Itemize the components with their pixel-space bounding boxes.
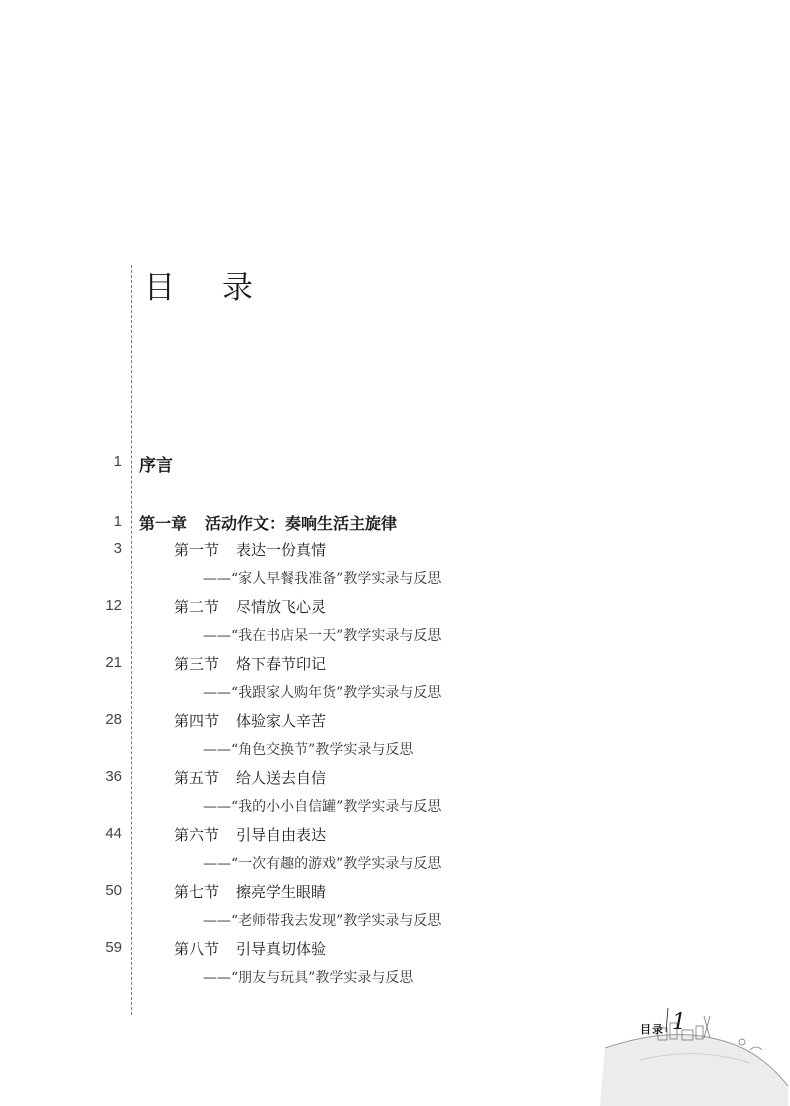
section-label: 第三节: [174, 655, 220, 673]
section-title: 给人送去自信: [236, 769, 327, 787]
section-title: 尽情放飞心灵: [236, 598, 327, 616]
chapter-heading: [139, 511, 397, 534]
section-heading: [174, 596, 326, 617]
section-subtitle: ——“我在书店呆一天”教学实录与反思: [203, 628, 442, 644]
section-heading: [174, 539, 326, 560]
page-number: 3: [113, 540, 122, 557]
page-number: 50: [105, 882, 122, 899]
section-title: 擦亮学生眼睛: [236, 883, 327, 901]
section-title: 烙下春节印记: [236, 655, 327, 673]
section-title: 表达一份真情: [236, 541, 327, 559]
page-number: 59: [105, 939, 122, 956]
section-heading: [174, 881, 326, 902]
toc-heading: 目录: [144, 270, 300, 306]
section-heading: [174, 710, 326, 731]
footer-label: 目录: [640, 1023, 664, 1036]
section-label: 第八节: [174, 940, 220, 958]
section-subtitle: ——“角色交换节”教学实录与反思: [203, 742, 414, 758]
section-title: 引导真切体验: [236, 940, 327, 958]
page-number: 12: [105, 597, 122, 614]
section-label: 第七节: [174, 883, 220, 901]
section-subtitle: ——“我跟家人购年货”教学实录与反思: [203, 685, 442, 701]
section-subtitle: ——“朋友与玩具”教学实录与反思: [203, 970, 414, 986]
footer-page-number: 1: [672, 1010, 686, 1035]
prelude-title: 序言: [139, 456, 173, 476]
section-label: 第四节: [174, 712, 220, 730]
page-number: 28: [105, 711, 122, 728]
chapter-label: 第一章: [139, 514, 188, 533]
section-heading: [174, 938, 326, 959]
section-heading: [174, 767, 326, 788]
page-number: 21: [105, 654, 122, 671]
page-number: 1: [113, 453, 122, 470]
section-subtitle: ——“一次有趣的游戏”教学实录与反思: [203, 856, 442, 872]
page-number: 44: [105, 825, 122, 842]
section-label: 第五节: [174, 769, 220, 787]
section-subtitle: ——“我的小小自信罐”教学实录与反思: [203, 799, 442, 815]
hill-shape: [600, 1035, 788, 1106]
section-title: 体验家人辛苦: [236, 712, 327, 730]
section-heading: [174, 653, 326, 674]
section-subtitle: ——“家人早餐我准备”教学实录与反思: [203, 571, 442, 587]
margin-divider-line: [131, 265, 132, 1015]
section-heading: [174, 824, 326, 845]
page-number: 1: [113, 513, 122, 530]
section-label: 第二节: [174, 598, 220, 616]
page-number: 36: [105, 768, 122, 785]
section-label: 第六节: [174, 826, 220, 844]
section-title: 引导自由表达: [236, 826, 327, 844]
chapter-title: 活动作文：奏响生活主旋律: [205, 514, 398, 533]
section-label: 第一节: [174, 541, 220, 559]
footer-illustration: [600, 1008, 790, 1106]
section-subtitle: ——“老师带我去发现”教学实录与反思: [203, 913, 442, 929]
